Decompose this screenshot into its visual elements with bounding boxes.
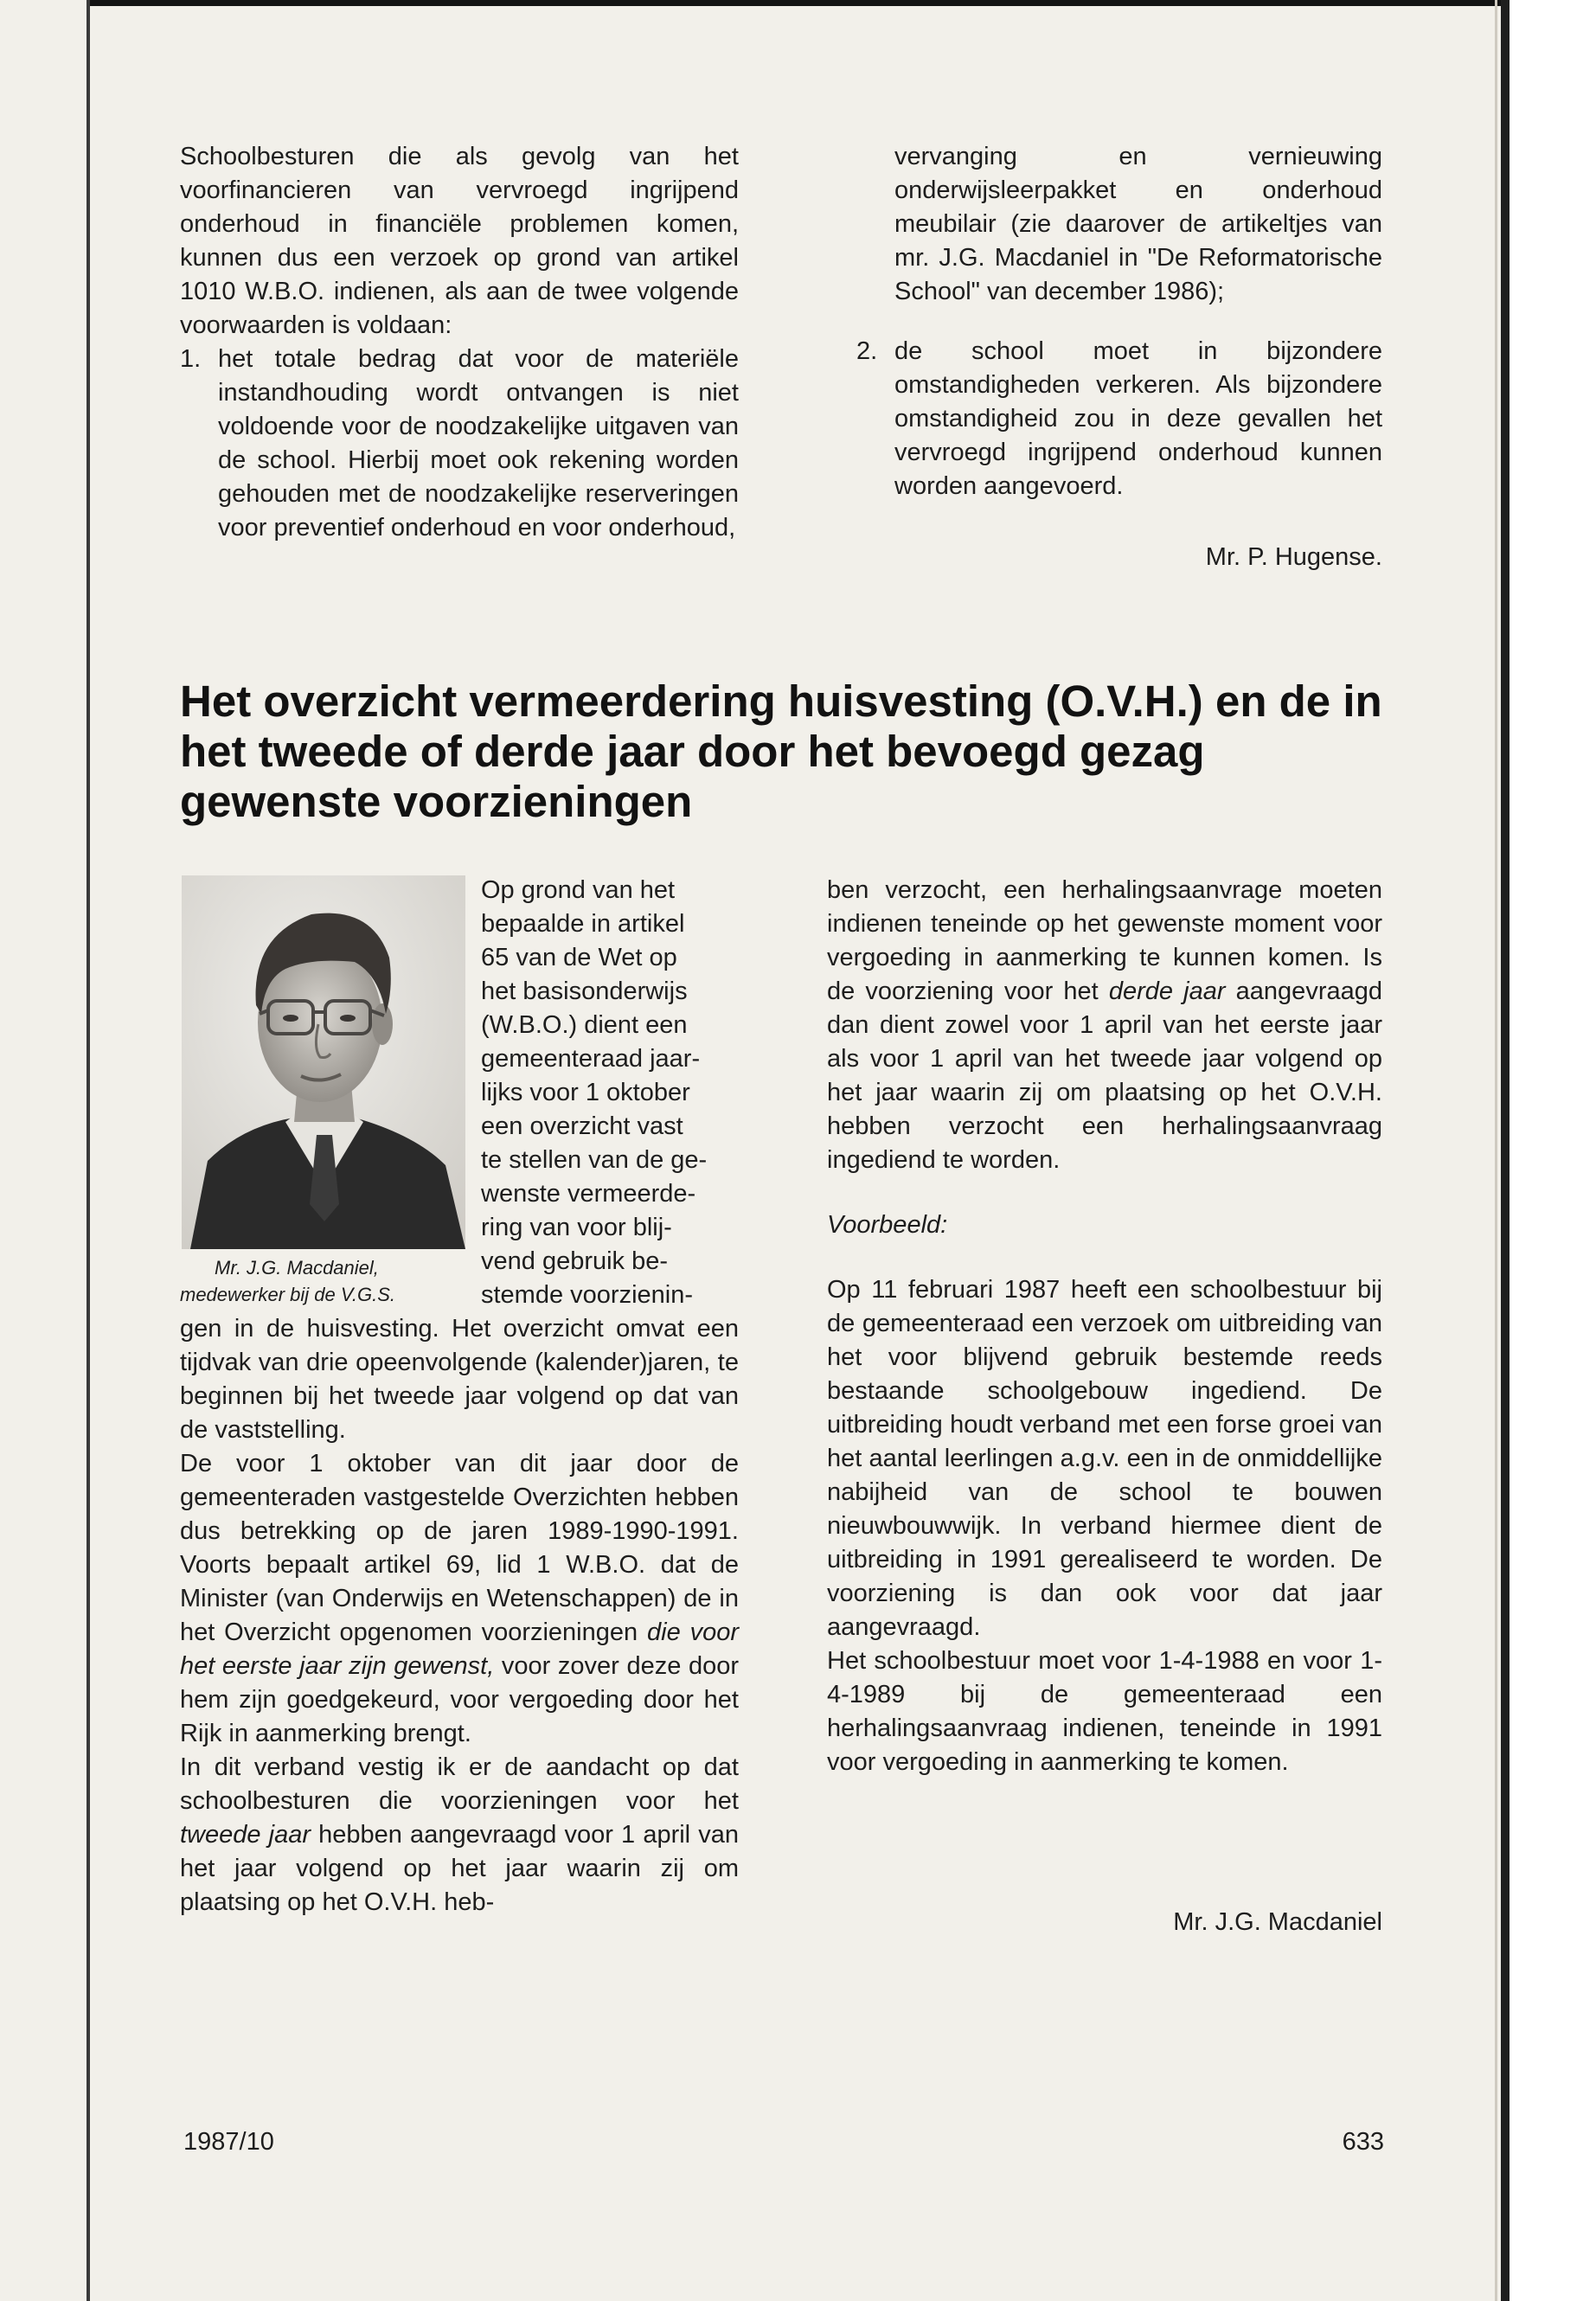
text-run: In dit verband vestig ik er de aandacht op dat schoolbesturen die voorzieningen voor het xyxy=(180,1753,739,1815)
author-signature-macdaniel: Mr. J.G. Macdaniel xyxy=(1173,1908,1382,1936)
wrap-line: vend gebruik be- xyxy=(481,1247,669,1275)
example-paragraph: Op 11 februari 1987 heeft een schoolbestuur bij de gemeenteraad een verzoek om uitbreiding van het voor blijvend gebruik bestemde reeds bestaande schoolgebouw ingediend. De uitbreiding houdt verband met een forse groei van het aantal leerlingen a.g.v. een in de onmiddellijke nabijheid van de school te bouwen nieuwbouwwijk. In verband hiermee dient de uitbreiding in 1991 gerealiseerd te worden. De voorziening is dan ook voor dat jaar aangevraagd. xyxy=(827,1276,1382,1641)
scan-edge-left xyxy=(87,0,90,2301)
condition-item-2 xyxy=(856,335,1382,503)
scan-edge-top xyxy=(87,0,1509,6)
scan-edge-right xyxy=(1501,0,1509,2301)
text-run: De voor 1 oktober van dit jaar door de gemeenteraden vastgestelde Overzichten hebben dus betrekking op de jaren 1989-1990-1991. Voorts bepaalt artikel 69, lid 1 W.B.O. dat de Minister (van Onderwijs en Wetenschappen) de in het Overzicht opgenomen voorzieningen xyxy=(180,1450,739,1646)
condition-1-continued: vervanging en vernieuwing onderwijsleerpakket en onderhoud meubilair (zie daarover de artikeltjes van mr. J.G. Macdaniel in "De Reformatorische School" van december 1986); xyxy=(894,143,1382,305)
wrap-line: een overzicht vast xyxy=(481,1112,683,1140)
wrap-line: wenste vermeerde- xyxy=(481,1180,696,1208)
condition-number: 1. xyxy=(180,345,202,373)
emphasis-text: die voor het eerste jaar zijn gewenst, xyxy=(180,1618,739,1680)
wrap-line: het basisonderwijs xyxy=(481,977,688,1005)
text-run: ben verzocht, een herhalingsaanvrage moeten indienen teneinde op het gewenste moment voor vergoeding in aanmerking te kunnen komen. Is de voorziening voor het xyxy=(827,876,1382,1005)
emphasis-text: tweede jaar xyxy=(180,1821,311,1849)
paragraph-3 xyxy=(180,1751,739,1920)
article-left-column xyxy=(180,1312,739,1920)
author-signature-hugense: Mr. P. Hugense. xyxy=(1205,543,1382,571)
text-run: voor zover deze door hem zijn goedgekeurd, voor vergoeding door het Rijk in aanmerking brengt. xyxy=(180,1652,739,1747)
condition-text: de school moet in bijzondere omstandigheden verkeren. Als bijzondere omstandigheid zou in deze gevallen het vervroegd ingrijpend onderhoud kunnen worden aangevoerd. xyxy=(894,337,1382,500)
paragraph-2 xyxy=(180,1447,739,1751)
conditions-list-continued xyxy=(856,335,1382,503)
emphasis-text: derde jaar xyxy=(1108,977,1226,1005)
issue-number: 1987/10 xyxy=(183,2128,274,2156)
wrap-line: bepaalde in artikel xyxy=(481,910,685,938)
wrap-line: Op grond van het xyxy=(481,876,676,904)
top-left-column xyxy=(180,140,739,545)
wrap-line: lijks voor 1 oktober xyxy=(481,1079,690,1106)
wrap-line: te stellen van de ge- xyxy=(481,1146,708,1174)
article-heading: Het overzicht vermeerdering huisvesting (O.V.H.) en de in het tweede of derde jaar door het bevoegd gezag gewenste voorzieningen xyxy=(180,676,1382,826)
text-run: hebben aangevraagd voor 1 april van het jaar volgend op het jaar waarin zij om plaatsing op het O.V.H. heb- xyxy=(180,1821,740,1916)
wrap-line: gemeenteraad jaar- xyxy=(481,1045,701,1073)
scan-margin xyxy=(1509,0,1596,2301)
condition-item-1 xyxy=(180,343,739,545)
caption-role: medewerker bij de V.G.S. xyxy=(180,1284,396,1305)
author-photo xyxy=(182,875,465,1256)
photo-caption xyxy=(180,1254,465,1308)
wrap-line: (W.B.O.) dient een xyxy=(481,1011,688,1039)
intro-paragraph: Schoolbesturen die als gevolg van het voorfinancieren van vervroegd ingrijpend onderhoud in financiële problemen komen, kunnen dus een verzoek op grond van artikel 1010 W.B.O. indienen, als aan de twee volgende voorwaarden is voldaan: xyxy=(180,143,739,339)
conditions-list xyxy=(180,343,739,545)
paragraph-1-continued: gen in de huisvesting. Het overzicht omvat een tijdvak van drie opeenvolgende (kalender)jaren, te beginnen bij het tweede jaar volgend op dat van de vaststelling. xyxy=(180,1315,739,1444)
caption-name: Mr. J.G. Macdaniel, xyxy=(215,1257,379,1279)
example-conclusion: Het schoolbestuur moet voor 1-4-1988 en voor 1-4-1989 bij de gemeenteraad een herhalingsaanvraag indienen, teneinde in 1991 voor vergoeding in aanmerking te komen. xyxy=(827,1647,1382,1776)
condition-text: het totale bedrag dat voor de materiële instandhouding wordt ontvangen is niet voldoende voor de noodzakelijke uitgaven van de school. Hierbij moet ook rekening worden gehouden met de noodzakelijke reserveringen voor preventief onderhoud en voor onderhoud, xyxy=(218,345,739,542)
portrait-illustration xyxy=(182,875,465,1249)
wrap-line: 65 van de Wet op xyxy=(481,944,677,971)
condition-number: 2. xyxy=(856,337,878,365)
page-number: 633 xyxy=(1342,2128,1384,2156)
article-right-column xyxy=(827,874,1382,1779)
top-right-column xyxy=(856,140,1382,503)
photo-wrap-text xyxy=(481,874,739,1312)
example-label: Voorbeeld: xyxy=(827,1211,948,1239)
wrap-line: ring van voor blij- xyxy=(481,1214,672,1241)
paragraph-continuation xyxy=(827,874,1382,1177)
text-run: aangevraagd dan dient zowel voor 1 april van het eerste jaar als voor 1 april van het tweede jaar volgend op het jaar waarin zij om plaatsing op het O.V.H. hebben verzocht een herhalingsaanvraag ingediend te worden. xyxy=(827,977,1382,1174)
wrap-line: stemde voorzienin- xyxy=(481,1281,693,1309)
page-fold-line xyxy=(1495,0,1497,2301)
